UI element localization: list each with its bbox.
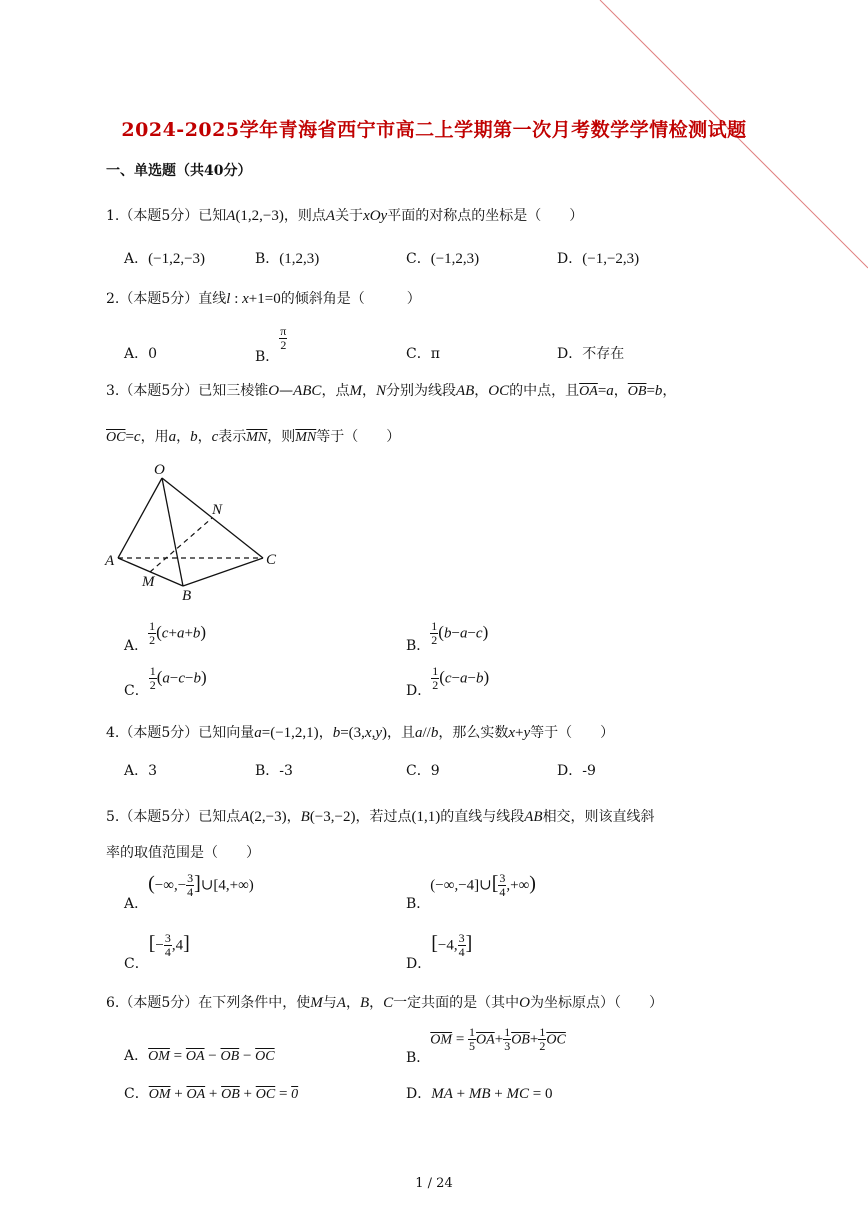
q1-option-d[interactable]: D．(−1,−2,3) [557, 251, 640, 267]
q5-option-b[interactable]: B．(−∞,−4]∪[ $\frac{3}{4}$ ,+∞) [406, 871, 536, 912]
q2-option-c[interactable]: C．π [406, 346, 440, 362]
q4-option-d[interactable]: D．-9 [557, 763, 596, 779]
question-3-stem-line2: $\overline{OC}=c$，用a，b，c表示$\overline{MN}$，则$\overline{MN}$等于（ ） [106, 429, 401, 445]
q3-option-c[interactable]: C． $\frac{1}{2}$ (a−c−b) [124, 664, 207, 699]
q3-option-d[interactable]: D． $\frac{1}{2}$ (c−a−b) [406, 664, 490, 699]
q2-option-b[interactable]: B． $\frac{\pi}{2}$ [255, 324, 287, 365]
question-5-stem-line1: 5.（本题5分）已知点A(2,−3)，B(−3,−2)，若过点(1,1)的直线与线段AB相交，则该直线斜 [106, 809, 655, 825]
q1-option-c[interactable]: C．(−1,2,3) [406, 251, 480, 267]
label-m: M [142, 574, 155, 590]
question-4-stem: 4.（本题5分）已知向量a=(−1,2,1)，b=(3,x,y)，且a//b，那么实数x+y等于（ ） [106, 725, 615, 741]
q2-option-a[interactable]: A．0 [124, 346, 158, 362]
page-number: 1 / 24 [415, 1176, 453, 1191]
label-a: A [105, 553, 115, 569]
q6-option-c[interactable]: C．$\overline{OM} + \overline{OA} + \overline{OB} + \overline{OC} = 0$ [124, 1086, 299, 1102]
q5-option-a[interactable]: A．(−∞,− $\frac{3}{4}$ ]∪[4,+∞) [124, 871, 254, 912]
label-b: B [182, 588, 192, 604]
q5-option-c[interactable]: C．[− $\frac{3}{4}$ ,4] [124, 931, 190, 972]
question-5-stem-line2: 率的取值范围是（ ） [106, 845, 260, 861]
q4-option-b[interactable]: B．-3 [255, 763, 293, 779]
q4-option-c[interactable]: C．9 [406, 763, 440, 779]
q2-option-d[interactable]: D．不存在 [557, 346, 625, 362]
q4-option-a[interactable]: A．3 [124, 763, 158, 779]
q5-option-d[interactable]: D．[−4, $\frac{3}{4}$ ] [406, 931, 473, 972]
label-n: N [212, 502, 223, 518]
question-2-stem: 2.（本题5分）直线l : x+1=0的倾斜角是（ ） [106, 291, 421, 307]
question-3-stem-line1: 3.（本题5分）已知三棱锥O—ABC，点M，N分别为线段AB，OC的中点，且$\overline{OA}=a$，$\overline{OB}=b$， [106, 383, 677, 399]
section-heading: 一、单选题（共40分） [106, 163, 252, 179]
q6-option-a[interactable]: A．$\overline{OM} = \overline{OA} - \overline{OB} - \overline{OC}$ [124, 1048, 275, 1064]
tetrahedron-figure [100, 460, 300, 605]
label-o: O [154, 462, 165, 478]
q3-option-a[interactable]: A． $\frac{1}{2}$ (c+a+b) [124, 619, 207, 654]
question-1-stem: 1.（本题5分）已知A(1,2,−3)，则点A关于xOy平面的对称点的坐标是（ ） [106, 208, 584, 224]
page-title: 2024-2025学年青海省西宁市高二上学期第一次月考数学学情检测试题 [121, 119, 747, 141]
q6-option-d[interactable]: D．MA + MB + MC = 0 [406, 1086, 553, 1102]
label-c: C [266, 552, 277, 568]
question-6-stem: 6.（本题5分）在下列条件中，使M与A，B，C一定共面的是（其中O为坐标原点）（ ） [106, 995, 663, 1011]
q3-option-b[interactable]: B． $\frac{1}{2}$ (b−a−c) [406, 619, 489, 654]
q1-option-b[interactable]: B．(1,2,3) [255, 251, 320, 267]
q6-option-b[interactable]: B．$\overline{OM}$ = $\frac{1}{5}$ $\overline{OA}+$ $\frac{1}{3}$ $\overline{OB}+$ $\frac{1}{2}$ $\overline{OC}$ [406, 1025, 566, 1066]
q1-option-a[interactable]: A．(−1,2,−3) [124, 251, 206, 267]
